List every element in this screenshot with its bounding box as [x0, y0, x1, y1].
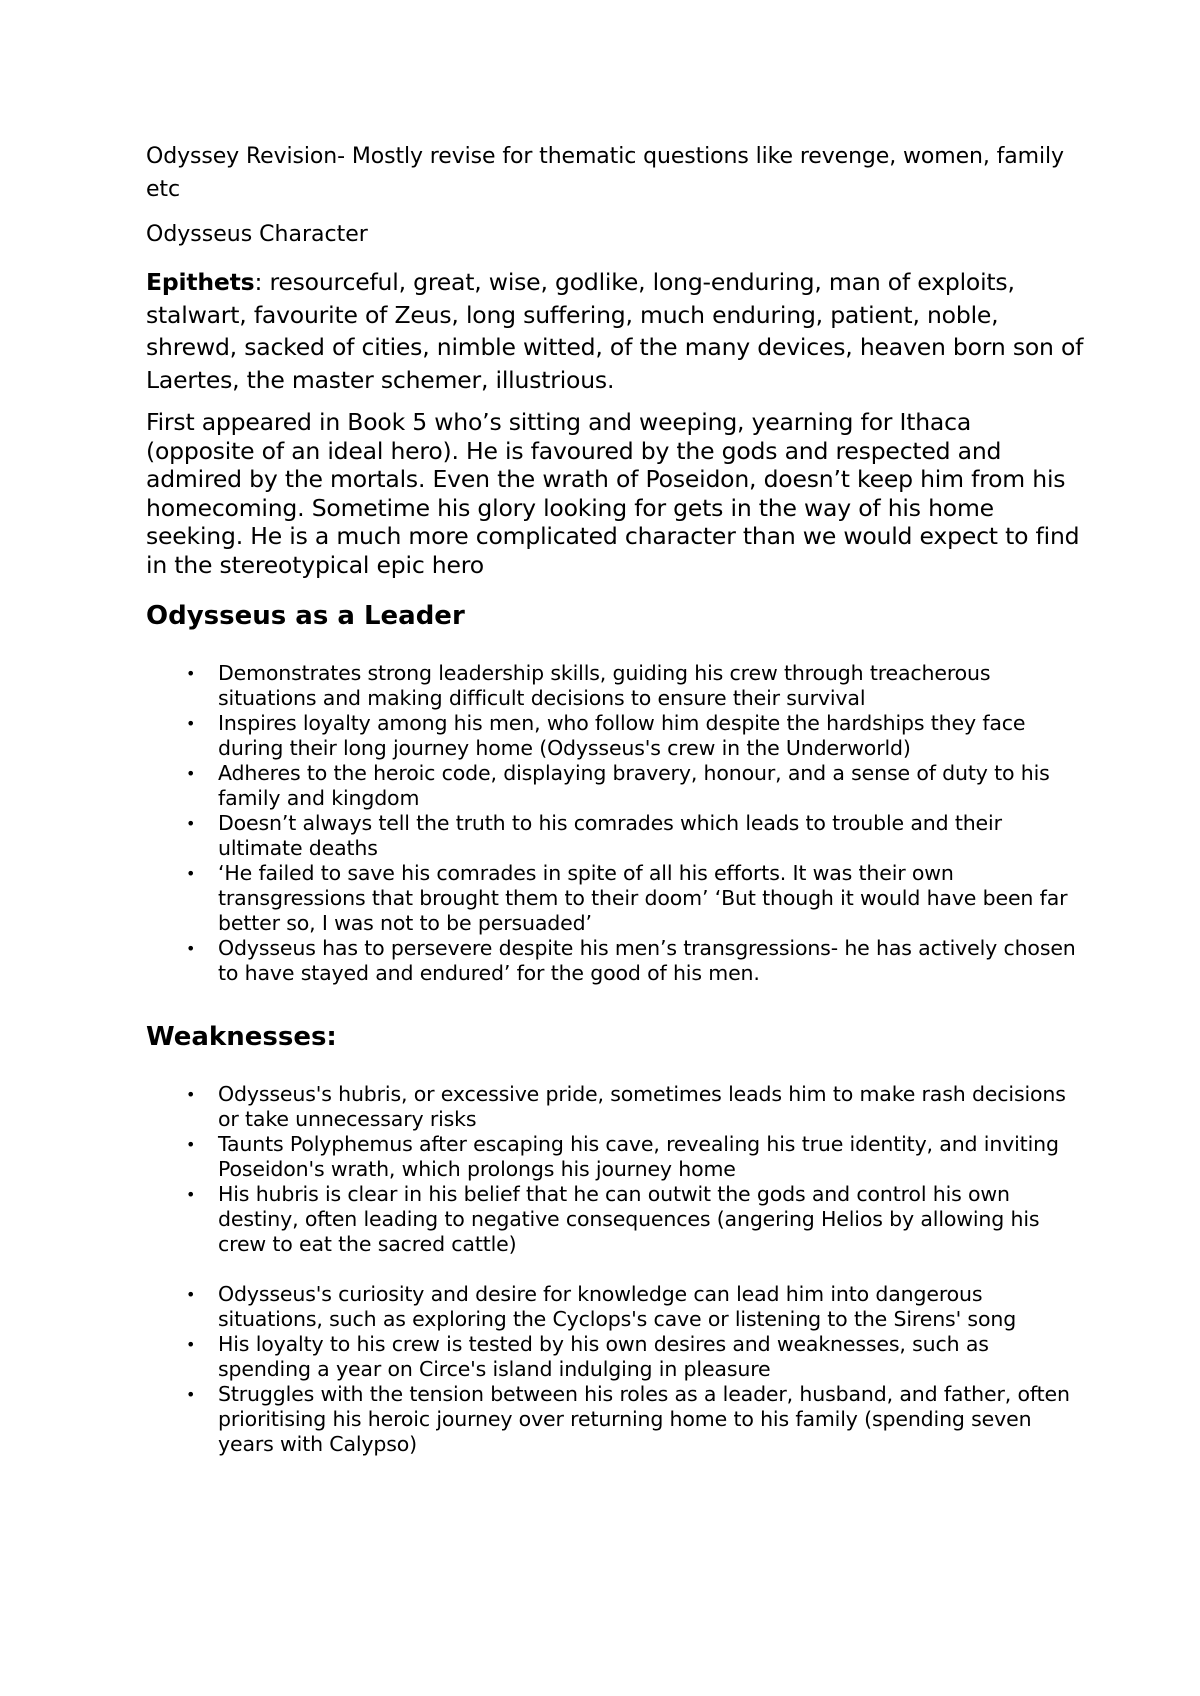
section-subtitle: Odysseus Character [146, 222, 368, 247]
bullet-icon: • [186, 1335, 196, 1354]
list-item [146, 1332, 1086, 1382]
list-item [146, 661, 1086, 711]
bullet-icon: • [186, 1385, 196, 1404]
intro-paragraph: Odyssey Revision- Mostly revise for thematic questions like revenge, women, family etc [146, 144, 1064, 202]
bullet-icon: • [186, 814, 196, 833]
list-item [146, 1382, 1086, 1457]
list-item-text: His loyalty to his crew is tested by his own desires and weaknesses, such as spending a year on Circe's island indulging in pleasure [218, 1332, 989, 1381]
list-item-text: Inspires loyalty among his men, who follow him despite the hardships they face during their long journey home (Odysseus's crew in the Underworld) [218, 711, 1026, 760]
bullet-icon: • [186, 864, 196, 883]
list-item-text: Odysseus has to persevere despite his men’s transgressions- he has actively chosen to have stayed and endured’ for the good of his men. [218, 936, 1076, 985]
leader-heading: Odysseus as a Leader [146, 601, 465, 631]
list-item-text: Struggles with the tension between his roles as a leader, husband, and father, often prioritising his heroic journey over returning home to his family (spending seven years with Calypso) [218, 1382, 1070, 1456]
first-appearance-paragraph: First appeared in Book 5 who’s sitting and weeping, yearning for Ithaca (opposite of an ideal hero). He is favoured by the gods and respected and admired by the mortals. Even the wrath of Poseidon, doesn’t keep him from his homecoming. Sometime his glory looking for gets in the way of his home seeking. He is a much more complicated character than we would expect to find in the stereotypical epic hero [146, 408, 1080, 579]
bullet-icon: • [186, 1285, 196, 1304]
list-item [146, 711, 1086, 761]
epithets-label: Epithets [146, 268, 255, 296]
list-item-text: His hubris is clear in his belief that he can outwit the gods and control his own destiny, often leading to negative consequences (angering Helios by allowing his crew to eat the sacred cattle) [218, 1182, 1040, 1256]
list-item-text: Doesn’t always tell the truth to his comrades which leads to trouble and their ultimate deaths [218, 811, 1002, 860]
list-item [146, 1182, 1086, 1257]
list-item [146, 1082, 1086, 1132]
leader-list [146, 661, 1086, 986]
bullet-icon: • [186, 764, 196, 783]
list-item [146, 811, 1086, 861]
bullet-icon: • [186, 664, 196, 683]
list-item [146, 761, 1086, 811]
weaknesses-heading: Weaknesses: [146, 1022, 337, 1052]
list-item-text: ‘He failed to save his comrades in spite of all his efforts. It was their own transgressions that brought them to their doom’ ‘But though it would have been far better so, I was not to be persuaded’ [218, 861, 1068, 935]
bullet-icon: • [186, 714, 196, 733]
bullet-icon: • [186, 939, 196, 958]
epithets-text: : resourceful, great, wise, godlike, long-enduring, man of exploits, stalwart, favourite of Zeus, long suffering, much enduring, patient, noble, shrewd, sacked of cities, nimble witted, of the many devices, heaven born son of Laertes, the master schemer, illustrious. [146, 268, 1084, 394]
document-page [146, 140, 1086, 1457]
bullet-icon: • [186, 1135, 196, 1154]
list-item-text: Taunts Polyphemus after escaping his cave, revealing his true identity, and inviting Poseidon's wrath, which prolongs his journey home [218, 1132, 1059, 1181]
list-item [146, 1282, 1086, 1332]
bullet-icon: • [186, 1185, 196, 1204]
list-item-text: Odysseus's hubris, or excessive pride, sometimes leads him to make rash decisions or take unnecessary risks [218, 1082, 1066, 1131]
list-item [146, 861, 1086, 936]
epithets-paragraph [146, 266, 1086, 396]
weaknesses-list [146, 1082, 1086, 1457]
list-item-text: Demonstrates strong leadership skills, guiding his crew through treacherous situations and making difficult decisions to ensure their survival [218, 661, 991, 710]
list-item [146, 1132, 1086, 1182]
list-item-text: Adheres to the heroic code, displaying bravery, honour, and a sense of duty to his family and kingdom [218, 761, 1050, 810]
list-item [146, 936, 1086, 986]
bullet-icon: • [186, 1085, 196, 1104]
list-item-text: Odysseus's curiosity and desire for knowledge can lead him into dangerous situations, such as exploring the Cyclops's cave or listening to the Sirens' song [218, 1282, 1017, 1331]
